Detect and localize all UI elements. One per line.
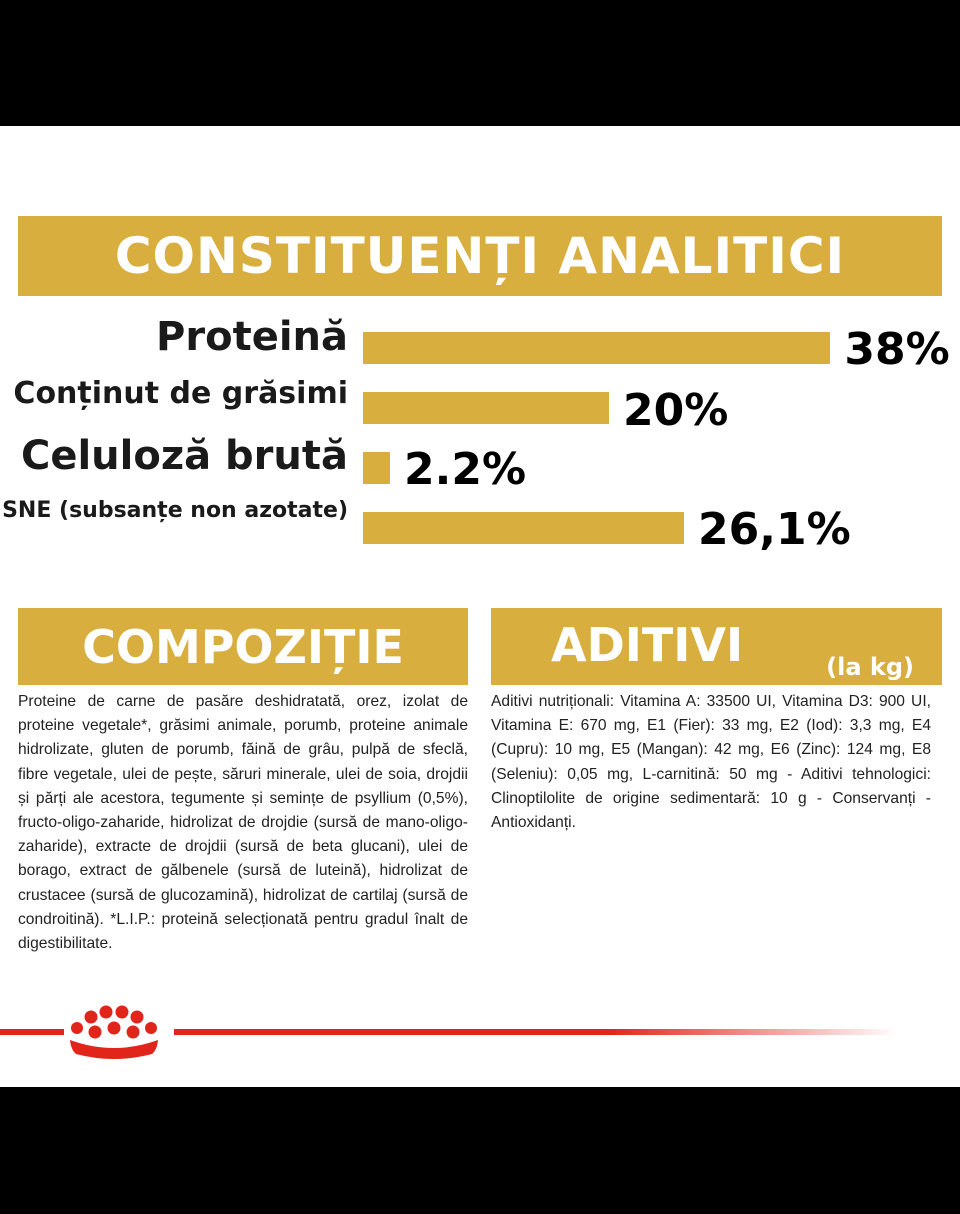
additives-header [491,608,942,685]
additives-unit: (la kg) [826,653,914,681]
analytic-label-sne: SNE (subsanțe non azotate) [2,498,348,523]
analytic-bar-fat [363,392,609,424]
additives-text: Aditivi nutriționali: Vitamina A: 33500 UI, Vitamina D3: 900 UI, Vitamina E: 670 mg, E1 (Fier): 33 mg, E2 (Iod): 3,3 mg, E4 (Cupru): 10 mg, E5 (Mangan): 42 mg, E6 (Zinc): 124 mg, E8 (Seleniu): 0,05 mg, L-carnitină: 50 mg - Aditivi tehnologici: Clinoptilolite de origine sedimentară: 10 g - Conservanți - Antioxidanți. [491,693,931,832]
additives-title: ADITIVI [551,618,744,672]
brand-line-left [0,1029,64,1035]
analytic-bar-fiber [363,452,390,484]
analytic-bar-protein [363,332,830,364]
analytic-label-fat: Conținut de grăsimi [13,376,348,411]
product-info-panel [0,126,960,1087]
brand-line-right [174,1029,898,1035]
composition-header [18,608,468,685]
analytics-title: CONSTITUENȚI ANALITICI [114,227,846,285]
analytic-label-protein: Proteină [156,314,348,360]
analytic-value-protein: 38% [844,324,950,375]
analytic-label-fiber: Celuloză brută [20,433,348,479]
analytic-value-sne: 26,1% [698,504,851,555]
composition-title: COMPOZIȚIE [82,619,404,674]
analytics-header [18,216,942,296]
composition-text: Proteine de carne de pasăre deshidratată, orez, izolat de proteine vegetale*, grăsimi animale, porumb, proteine animale hidrolizate, gluten de porumb, făină de grâu, pulpă de sfeclă, fibre vegetale, ulei de pește, săruri minerale, ulei de soia, drojdii și părți ale acestora, tegumente și semințe de psyllium (0,5%), fructo-oligo-zaharide, hidrolizat de drojdie (sursă de mano-oligo-zaharide), extracte de drojdii (sursă de beta glucani), ulei de borago, extract de gălbenele (sursă de luteină), hidrolizat de crustacee (sursă de glucozamină), hidrolizat de cartilaj (sursă de condroitină). *L.I.P.: proteină selecționată pentru gradul înalt de digestibilitate. [18,693,468,953]
royal-canin-crown-icon [64,1004,174,1062]
analytic-value-fat: 20% [623,385,729,436]
analytic-bar-sne [363,512,684,544]
analytic-value-fiber: 2.2% [404,444,527,495]
